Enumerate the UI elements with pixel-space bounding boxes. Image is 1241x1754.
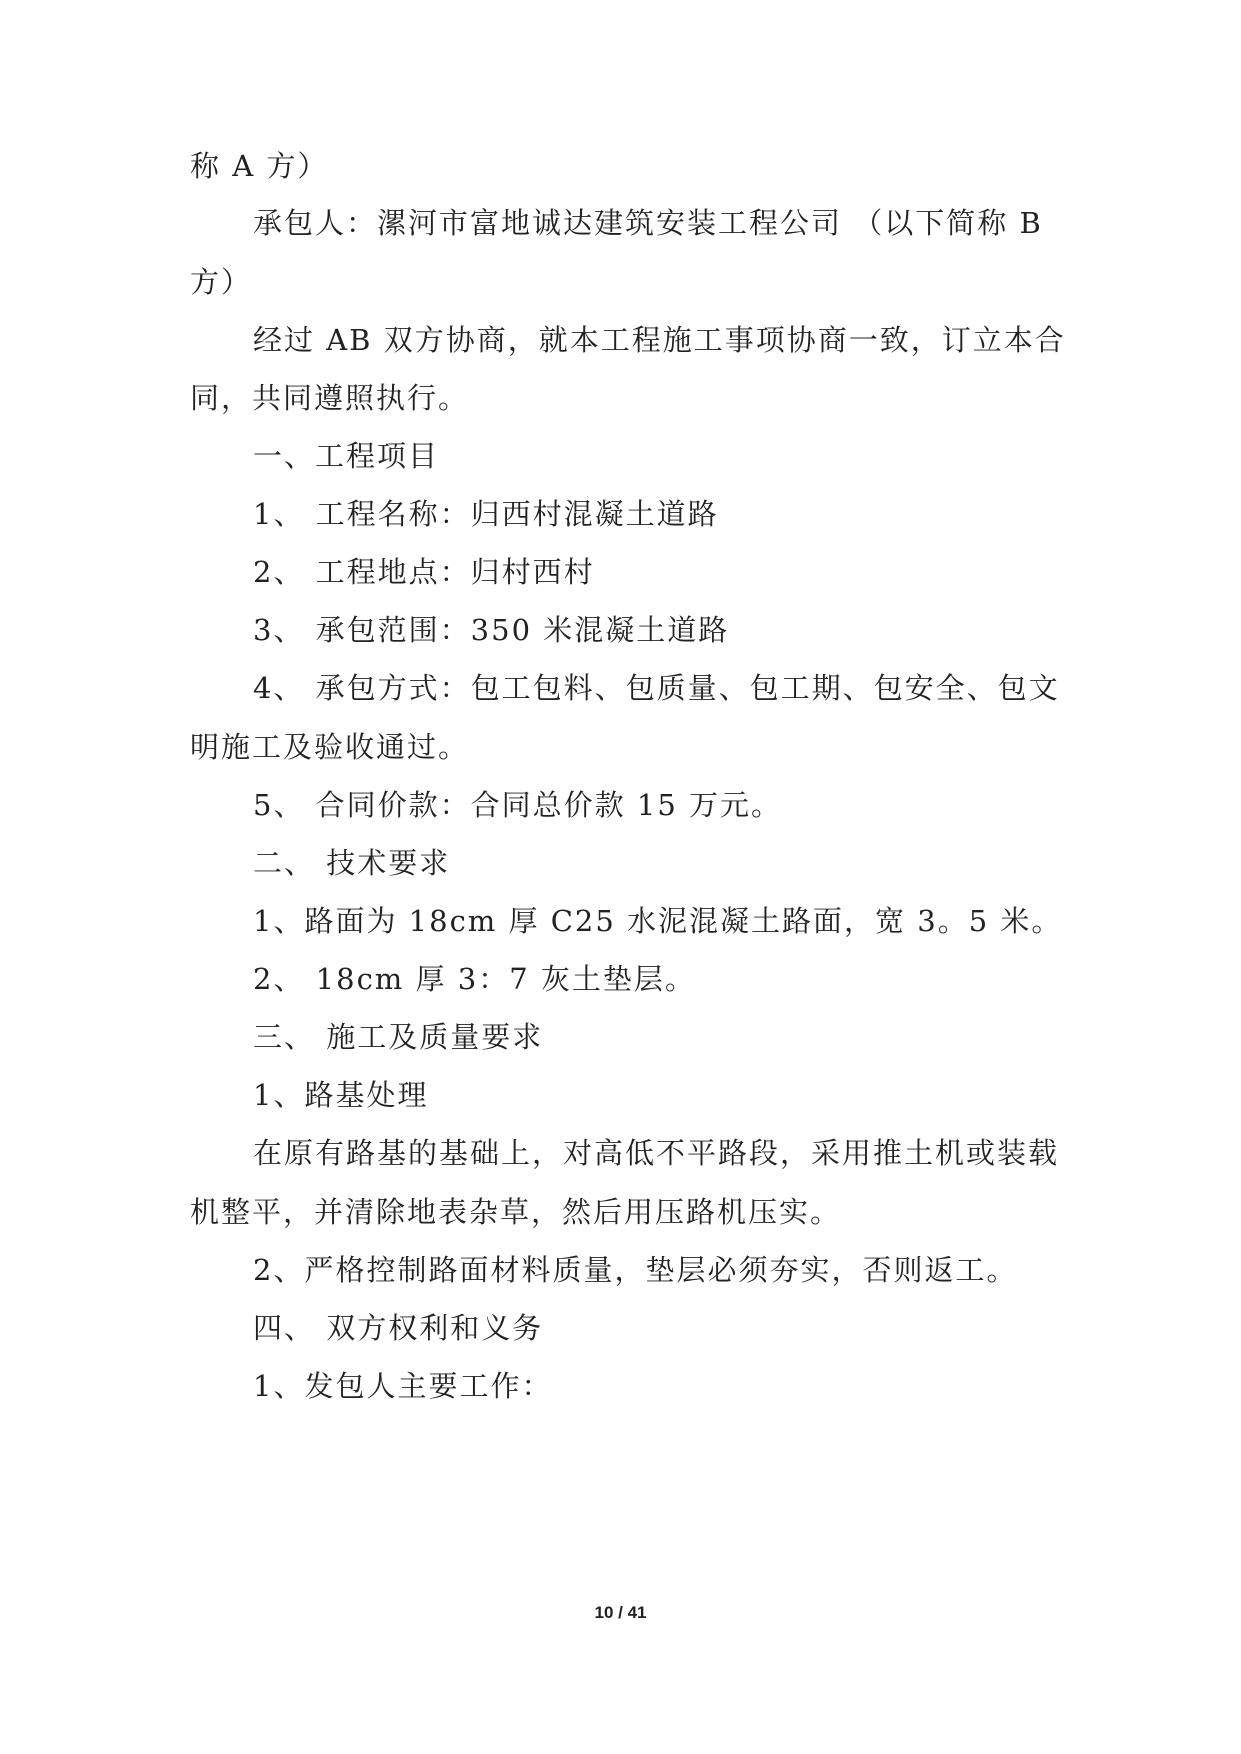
section-heading: 一、工程项目 <box>253 439 440 473</box>
text-line: 明施工及验收通过。 <box>190 730 470 764</box>
text-line: 1、 工程名称：归西村混凝土道路 <box>253 497 719 531</box>
section-heading: 三、 施工及质量要求 <box>253 1020 544 1054</box>
text-line: 2、严格控制路面材料质量，垫层必须夯实，否则返工。 <box>253 1253 1018 1287</box>
text-line: 称 A 方） <box>190 149 329 183</box>
text-line: 承包人：漯河市富地诚达建筑安装工程公司 （以下简称 B <box>253 206 1043 240</box>
text-line: 1、发包人主要工作： <box>253 1369 553 1403</box>
text-line: 方） <box>190 265 253 299</box>
text-line: 机整平，并清除地表杂草，然后用压路机压实。 <box>190 1195 842 1229</box>
text-line: 在原有路基的基础上，对高低不平路段，采用推土机或装载 <box>253 1136 1060 1170</box>
text-line: 4、 承包方式：包工包料、包质量、包工期、包安全、包文 <box>253 671 1060 705</box>
text-line: 同，共同遵照执行。 <box>190 381 470 415</box>
text-line: 2、 18cm 厚 3：7 灰土垫层。 <box>253 962 696 996</box>
text-line: 2、 工程地点：归村西村 <box>253 555 595 589</box>
section-heading: 四、 双方权利和义务 <box>253 1311 544 1345</box>
text-line: 3、 承包范围：350 米混凝土道路 <box>253 613 730 647</box>
text-line: 1、路基处理 <box>253 1078 429 1112</box>
text-line: 经过 AB 双方协商，就本工程施工事项协商一致，订立本合 <box>253 323 1066 357</box>
text-line: 1、路面为 18cm 厚 C25 水泥混凝土路面，宽 3。5 米。 <box>253 904 1063 938</box>
section-heading: 二、 技术要求 <box>253 846 451 880</box>
page-number: 10 / 41 <box>594 1603 647 1622</box>
text-line: 5、 合同价款：合同总价款 15 万元。 <box>253 788 783 822</box>
